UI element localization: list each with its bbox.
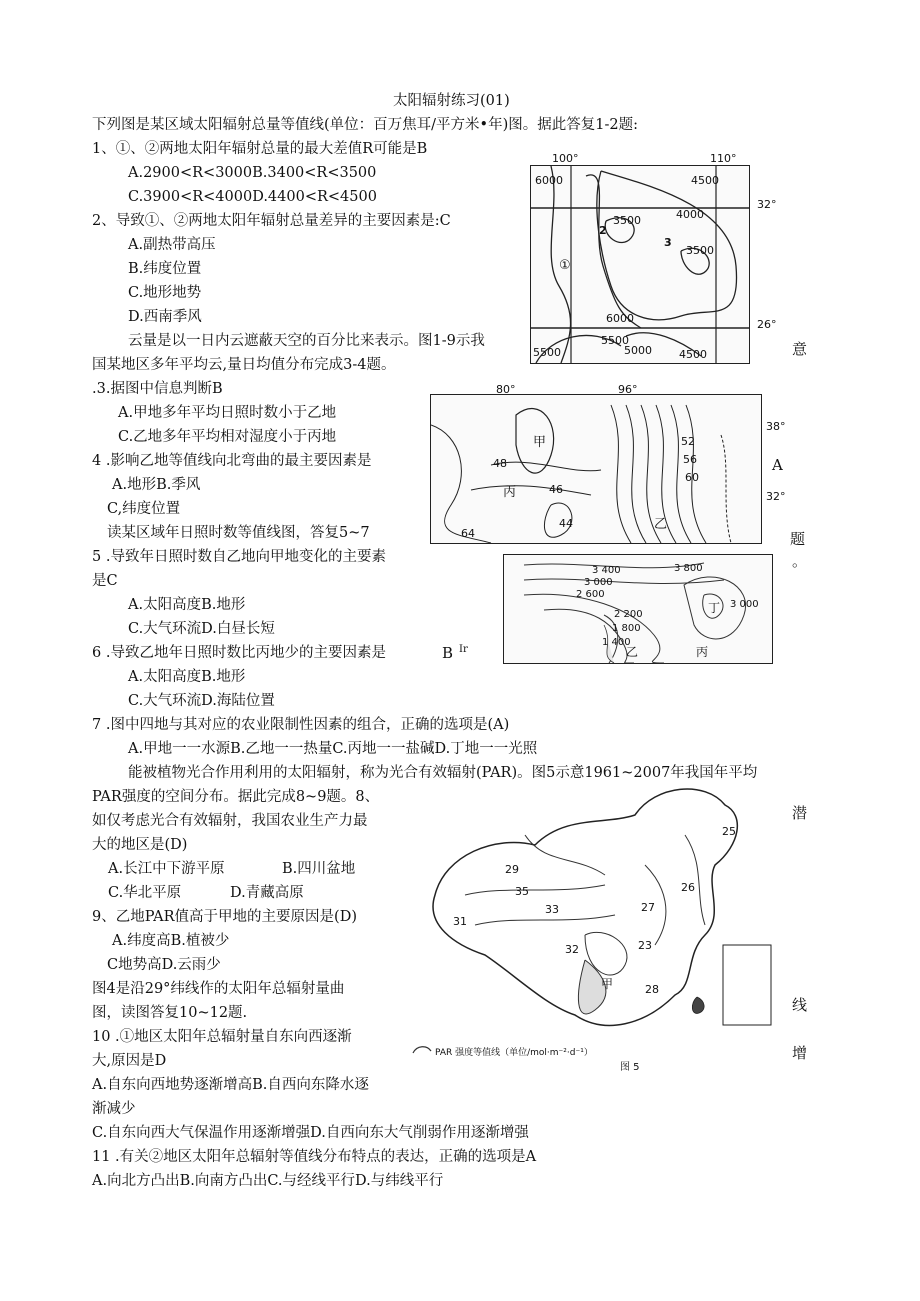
option-line: A.地形B.季风 [112,477,201,493]
isoline-label: 4500 [691,174,719,187]
text-line: 能被植物光合作用利用的太阳辐射，称为光合有效辐射(PAR)。图5示意1961~2007年我国年平均 [128,765,758,781]
side-fragment: 。 [792,552,808,570]
latitude-label: 26° [757,318,777,331]
map-legend: PAR 强度等值线（单位/mol·m⁻²·d⁻¹） [435,1048,593,1058]
text-line: 如仅考虑光合有效辐射，我国农业生产力最 [92,813,368,829]
isoline-label: 3500 [686,244,714,257]
isoline-label: 4500 [679,348,707,361]
page-title: 太阳辐射练习(01) [393,93,510,109]
sunshine-hours-map [503,554,773,664]
option-line: B.纬度位置 [128,261,202,277]
isoline-label: 27 [641,901,655,914]
text-line: 大,原因是D [92,1053,167,1069]
latitude-label: 32° [757,198,777,211]
option-line: A.向北方凸出B.向南方凸出C.与经线平行D.与纬线平行 [92,1173,444,1189]
place-bing: 丙 [696,645,709,659]
option-line: A.太阳高度B.地形 [128,597,246,613]
isoline-label: 3 000 [730,599,759,610]
isoline-label: 46 [549,483,563,496]
text-line: 国某地区多年平均云,量日均值分布完成3-4题。 [92,357,396,373]
question-10: 10 .①地区太阳年总辐射量自东向西逐渐 [92,1029,352,1045]
longitude-label: 80° [496,383,516,396]
isoline-label: 35 [515,885,529,898]
option-line: C.自东向西大气保温作用逐渐增强D.自西向东大气削弱作用逐渐增强 [92,1125,529,1141]
option-line: C.地形地势 [128,285,202,301]
option-line: A.太阳高度B.地形 [128,669,246,685]
point-2-marker: 2 [599,224,607,237]
question-7: 7 .图中四地与其对应的农业限制性因素的组合，正确的选项是(A) [92,717,510,733]
option-line: A.长江中下游平原 [108,861,225,877]
option-line: A.副热带高压 [128,237,216,253]
option-line: C.3900<R<4000D.4400<R<4500 [128,189,377,205]
figure-caption: 图 5 [620,1062,640,1073]
option-line: D.青藏高原 [230,885,304,901]
option-line: B.四川盆地 [282,861,356,877]
option-line: C.大气环流D.海陆位置 [128,693,275,709]
option-line: A.甲地多年平均日照时数小于乙地 [118,405,337,421]
isoline-label: 1 400 [602,637,631,648]
option-line: A.甲地一一水源B.乙地一一热量C.丙地一一盐碱D.丁地一一光照 [128,741,538,757]
option-line: A.2900<R<3000B.3400<R<3500 [128,165,377,181]
place-ding: 丁 [708,601,721,615]
place-jia: 甲 [533,435,547,450]
place-yi: 乙 [654,517,668,532]
isoline-label: 3 800 [674,563,703,574]
side-fragment: Ir [459,644,468,655]
isoline-label: 3 400 [592,565,621,576]
place-yi: 乙 [626,645,639,659]
option-line: C.大气环流D.白昼长短 [128,621,275,637]
place-bing: 丙 [503,485,517,500]
radiation-isoline-map [530,165,750,364]
isoline-label: 6000 [535,174,563,187]
option-line: A.自东向西地势逐渐增高B.自西向东降水逐 [92,1077,369,1093]
side-fragment: 意 [792,340,808,358]
option-line: C地势高D.云雨少 [107,957,221,973]
isoline-label: 48 [493,457,507,470]
text-line: 下列图是某区域太阳辐射总量等值线(单位：百万焦耳/平方米•年)图。据此答复1-2题: [92,117,638,133]
text-line: 是C [92,573,118,589]
option-line: C.乙地多年平均相对湿度小于丙地 [118,429,337,445]
isoline-label: 23 [638,939,652,952]
isoline-label: 1 800 [612,623,641,634]
question-5: 5 .导致年日照时数自乙地向甲地变化的主要素 [92,549,386,565]
isoline-label: 32 [565,943,579,956]
option-line: A.纬度高B.植被少 [112,933,230,949]
isoline-label: 6000 [606,312,634,325]
question-6: 6 .导致乙地年日照时数比丙地少的主要因素是 [92,645,386,661]
option-line: D.西南季风 [128,309,202,325]
map2-lines [431,395,761,543]
isoline-label: 28 [645,983,659,996]
side-fragment: 潜 [792,804,808,822]
question-9: 9、乙地PAR值高于甲地的主要原因是(D) [92,909,357,925]
isoline-label: 33 [545,903,559,916]
isoline-label: 5000 [624,344,652,357]
isoline-label: 25 [722,825,736,838]
isoline-label: 26 [681,881,695,894]
side-fragment: B [442,644,454,662]
isoline-label: 52 [681,435,695,448]
china-par-map [405,775,785,1080]
isoline-label: 3 000 [584,577,613,588]
point-1-marker: ① [559,258,571,273]
point-3-marker: 3 [664,236,672,249]
text-line: 图4是沿29°纬线作的太阳年总辐射量曲 [92,981,345,997]
isoline-label: 5500 [601,334,629,347]
latitude-label: 32° [766,490,786,503]
longitude-label: 96° [618,383,638,396]
side-fragment: A [772,456,783,474]
question-1: 1、①、②两地太阳年辐射总量的最大差值R可能是B [92,141,428,157]
option-line: C,纬度位置 [107,501,181,517]
side-fragment: 增 [792,1044,808,1062]
question-11: 11 .有关②地区太阳年总辐射等值线分布特点的表达，正确的选项是A [92,1149,537,1165]
latitude-label: 38° [766,420,786,433]
isoline-label: 60 [685,471,699,484]
isoline-label: 2 200 [614,609,643,620]
isoline-label: 64 [461,527,475,540]
text-line: 云量是以一日内云遮蔽天空的百分比来表示。图1-9示我 [128,333,485,349]
isoline-label: 5500 [533,346,561,359]
isoline-label: 56 [683,453,697,466]
option-line: C.华北平原 [108,885,182,901]
text-line: 图，读图答复10~12题. [92,1005,248,1021]
text-line: 读某区域年日照时数等值线图，答复5~7 [107,525,370,541]
text-line: 大的地区是(D) [92,837,188,853]
longitude-label: 110° [710,152,737,165]
isoline-label: 2 600 [576,589,605,600]
question-4: 4 .影响乙地等值线向北弯曲的最主要因素是 [92,453,372,469]
side-fragment: 线 [792,996,808,1014]
text-line: PAR强度的空间分布。据此完成8~9题。8、 [92,789,380,805]
isoline-label: 31 [453,915,467,928]
isoline-label: 44 [559,517,573,530]
isoline-label: 4000 [676,208,704,221]
isoline-label: 29 [505,863,519,876]
place-jia: 甲 [601,977,614,991]
option-line: 渐减少 [92,1101,136,1117]
longitude-label: 100° [552,152,579,165]
question-2: 2、导致①、②两地太阳年辐射总量差异的主要因素是:C [92,213,451,229]
side-fragment: 题 [790,530,806,548]
question-3: .3.据图中信息判断B [92,381,223,397]
cloud-cover-map [430,394,762,544]
isoline-label: 3500 [613,214,641,227]
